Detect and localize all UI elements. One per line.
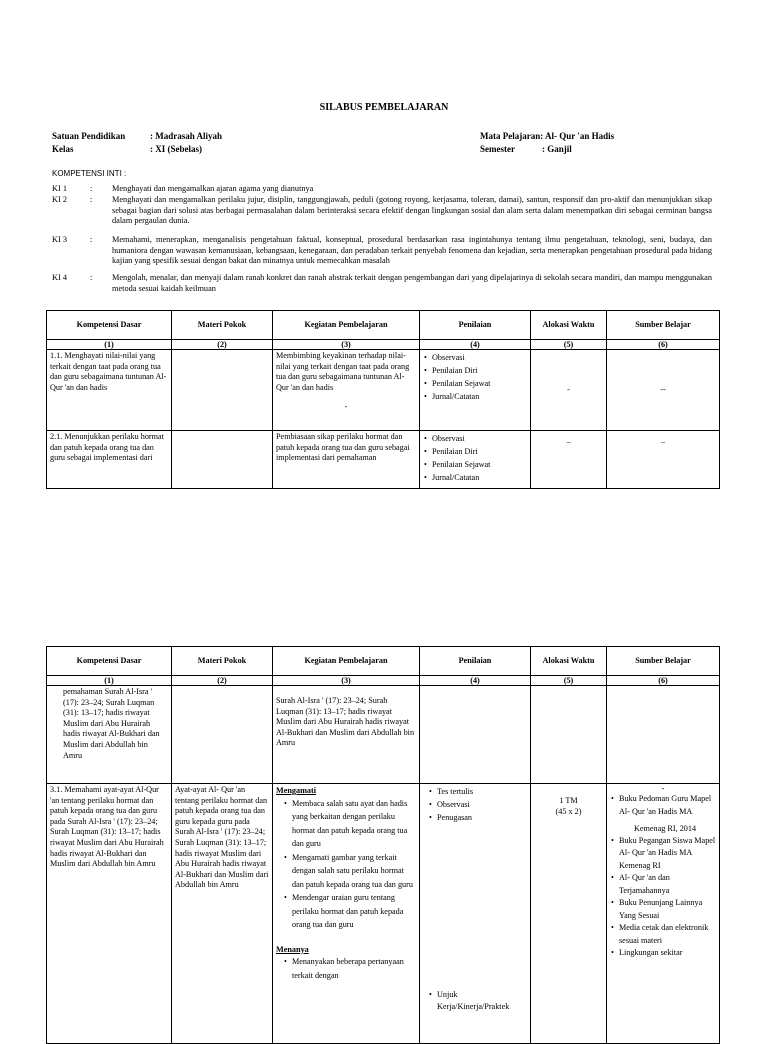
- syllabus-table: [46, 646, 720, 1044]
- penilaian-list: [423, 785, 527, 824]
- ki-colon: :: [90, 235, 93, 244]
- col-header: Penilaian: [420, 647, 531, 676]
- table-row: [47, 431, 720, 489]
- kegiatan-dash: -: [344, 402, 348, 412]
- kd-cell: 1.1. Menghayati nilai-nilai yang terkait dengan taat pada orang tua dan guru sebagaimana tuntunan Al- Qur 'an dan hadis: [47, 350, 172, 431]
- kd-cell: pemahaman Surah Al-Isra ' (17): 23–24; Surah Luqman (31): 13–17; hadis riwayat Muslim dari Abu Hurairah hadis riwayat Al-Bukhari dan Muslim dari Abdullah bin Amru: [47, 686, 172, 784]
- col-number: (4): [420, 676, 531, 686]
- kelas-value: : XI (Sebelas): [150, 144, 202, 154]
- col-header: Sumber Belajar: [607, 647, 720, 676]
- col-number: (2): [172, 340, 273, 350]
- list-item: • Buku Pegangan Siswa Mapel Al- Qur 'an Hadis MA Kemenag RI: [619, 835, 716, 873]
- col-number: (6): [607, 676, 720, 686]
- table-row: [47, 350, 720, 431]
- alokasi-minutes: (45 x 2): [555, 806, 582, 816]
- col-header: Sumber Belajar: [607, 311, 720, 340]
- satuan-label: Satuan Pendidikan: [52, 131, 126, 141]
- list-item: • Jurnal/Catatan: [432, 390, 527, 403]
- kegiatan-cell: [273, 350, 420, 431]
- semester-value: : Ganjil: [542, 144, 572, 154]
- menanya-list: [276, 955, 416, 982]
- kelas-label: Kelas: [52, 144, 74, 154]
- column-number-row: [47, 676, 720, 686]
- alokasi-cell: -: [531, 350, 607, 431]
- table-header-row: [47, 311, 720, 340]
- kegiatan-cell: Pembiasaan sikap perilaku hormat dan patuh kepada orang tua dan guru sebagai implementasi dari pemahaman: [273, 431, 420, 489]
- list-item: • Penilaian Sejawat: [432, 377, 527, 390]
- penilaian-cell: [420, 784, 531, 1044]
- ki-colon: :: [90, 195, 93, 204]
- col-number: (3): [273, 340, 420, 350]
- penilaian-cell: [420, 431, 531, 489]
- materi-cell: Ayat-ayat Al- Qur 'an tentang perilaku hormat dan patuh kepada orang tua dan guru kepada guru pada Surah Al-Isra ' (17): 23–24; Surah Luqman (31): 13–17; hadis riwayat Muslim dari Abu Hurairah hadis riwayat Al-Bukhari dan Muslim dari Abdullah bin Amru: [172, 784, 273, 1044]
- penilaian-cell: [420, 350, 531, 431]
- column-number-row: [47, 340, 720, 350]
- ki-text: Mengolah, menalar, dan menyaji dalam ranah konkret dan ranah abstrak terkait dengan pengembangan dari yang dipelajarinya di sekolah secara mandiri, dan mampu menggunakan metoda sesuai kaidah keilmuan: [112, 273, 712, 293]
- sumber-kemenag: Kemenag RI, 2014: [634, 824, 697, 833]
- sumber-cell: --: [607, 350, 720, 431]
- ki-number: KI 3: [52, 235, 67, 244]
- penilaian-cell: [420, 686, 531, 784]
- list-item: • Buku Pedoman Guru Mapel Al- Qur 'an Hadis MA: [619, 793, 716, 818]
- list-item: • Penugasan: [437, 811, 527, 824]
- syllabus-table: [46, 310, 720, 489]
- materi-cell: [172, 350, 273, 431]
- list-item: • Penilaian Diri: [432, 445, 527, 458]
- col-header: Kegiatan Pembelajaran: [273, 311, 420, 340]
- ki-text: Menghayati dan mengamalkan perilaku jujur, disiplin, tanggungjawab, peduli (gotong royong, kerjasama, toleran, damai), santun, responsif dan pro-aktif dan menunjukkan sikap sebagai bagian dari solusi atas berbagai permasalahan dalam berinteraksi secara efektif dengan lingkungan sosial dan alam serta dalam menempatkan diri sebagai cerminan bangsa dalam pergaulan dunia.: [112, 195, 712, 226]
- kd-cell: 3.1. Memahami ayat-ayat Al-Qur 'an tentang perilaku hormat dan patuh kepada orang tua dan guru pada Surah Al-Isra ' (17): 23–24; Surah Luqman (31): 13–17; hadis riwayat Muslim dari Abu Hurairah hadis riwayat Al-Bukhari dan Muslim dari Abdullah bin Amru: [47, 784, 172, 1044]
- col-number: (3): [273, 676, 420, 686]
- kd-cell: 2.1. Menunjukkan perilaku hormat dan patuh kepada orang tua dan guru sebagai implementasi dari: [47, 431, 172, 489]
- list-item: • Membaca salah satu ayat dan hadis yang berkaitan dengan perilaku hormat dan patuh kepada orang tua dan guru: [292, 797, 416, 851]
- kegiatan-text: Membimbing keyakinan terhadap nilai-nilai yang terkait dengan taat pada orang tua dan guru sebagaimana tuntunan Al- Qur 'an dan hadis: [276, 351, 410, 392]
- materi-cell: [172, 686, 273, 784]
- alokasi-cell: [531, 686, 607, 784]
- list-item: • Lingkungan sekitar: [619, 947, 716, 960]
- kegiatan-cell: Surah Al-Isra ' (17): 23–24; Surah Luqman (31): 13–17; hadis riwayat Muslim dari Abu Hurairah hadis riwayat Al-Bukhari dan Muslim dari Abdullah bin Amru: [273, 686, 420, 784]
- alokasi-cell: –: [531, 431, 607, 489]
- list-item: • Penilaian Sejawat: [432, 458, 527, 471]
- ki-colon: :: [90, 273, 93, 282]
- mapel-label: Mata Pelajaran: Al- Qur 'an Hadis: [480, 131, 615, 141]
- list-item: • Penilaian Diri: [432, 364, 527, 377]
- list-item: • Menanyakan beberapa pertanyaan terkait dengan: [292, 955, 416, 982]
- col-number: (1): [47, 340, 172, 350]
- col-header: Alokasi Waktu: [531, 311, 607, 340]
- col-number: (1): [47, 676, 172, 686]
- sumber-dash: -: [661, 784, 665, 793]
- list-item: • Media cetak dan elektronik sesuai materi: [619, 922, 716, 947]
- ki-number: KI 2: [52, 195, 67, 204]
- sumber-cell: [607, 784, 720, 1044]
- list-item: • Unjuk Kerja/Kinerja/Praktek: [437, 989, 527, 1013]
- table-header-row: [47, 647, 720, 676]
- col-number: (6): [607, 340, 720, 350]
- list-item: • Jurnal/Catatan: [432, 471, 527, 484]
- list-item: • Al- Qur 'an dan Terjamahannya: [619, 872, 716, 897]
- list-item: • Observasi: [437, 798, 527, 811]
- penilaian-list: [423, 432, 527, 484]
- ki-text: Memahami, menerapkan, menganalisis pengetahuan faktual, konseptual, prosedural berdasarkan rasa ingintahunya tentang ilmu pengetahuan, teknologi, seni, budaya, dan humaniora dengan wawasan kemanusiaan, kebangsaan, kenegaraan, dan peradaban terkait penyebab fenomena dan kejadian, serta menerapkan pengetahuan prosedural pada bidang kajian yang spesifik sesuai dengan bakat dan minatnya untuk memecahkan masalah: [112, 235, 712, 266]
- ki-number: KI 4: [52, 273, 67, 282]
- col-header: Materi Pokok: [172, 311, 273, 340]
- ki-number: KI 1: [52, 184, 67, 193]
- ki-item: [52, 184, 712, 195]
- table-row: [47, 686, 720, 784]
- mengamati-list: [276, 797, 416, 932]
- ki-item: [52, 273, 712, 295]
- ki-item: [52, 235, 712, 272]
- alokasi-tm: 1 TM: [559, 796, 578, 805]
- col-number: (5): [531, 676, 607, 686]
- ki-text: Menghayati dan mengamalkan ajaran agama yang dianutnya: [112, 184, 314, 193]
- col-number: (2): [172, 676, 273, 686]
- semester-label: Semester: [480, 144, 515, 154]
- menanya-label: Menanya: [276, 944, 309, 954]
- ki-heading: KOMPETENSI INTI :: [52, 169, 127, 178]
- list-item: • Mendengar uraian guru tentang perilaku hormat dan patuh kepada orang tua dan guru: [292, 891, 416, 932]
- kegiatan-cell: [273, 784, 420, 1044]
- sumber-cell: –: [607, 431, 720, 489]
- col-header: Penilaian: [420, 311, 531, 340]
- sumber-list: [610, 793, 716, 818]
- col-header: Materi Pokok: [172, 647, 273, 676]
- mengamati-label: Mengamati: [276, 786, 317, 795]
- col-header: Alokasi Waktu: [531, 647, 607, 676]
- ki-item: [52, 195, 712, 235]
- col-header: Kompetensi Dasar: [47, 647, 172, 676]
- col-header: Kompetensi Dasar: [47, 311, 172, 340]
- sumber-list: [610, 835, 716, 960]
- penilaian-list: [423, 351, 527, 403]
- list-item: • Observasi: [432, 432, 527, 445]
- satuan-value: : Madrasah Aliyah: [150, 131, 223, 141]
- penilaian-list-extra: [423, 989, 527, 1013]
- list-item: • Observasi: [432, 351, 527, 364]
- col-number: (5): [531, 340, 607, 350]
- page-title: SILABUS PEMBELAJARAN: [319, 102, 449, 113]
- sumber-cell: [607, 686, 720, 784]
- list-item: • Tes tertulis: [437, 785, 527, 798]
- table-row: [47, 784, 720, 1044]
- alokasi-cell: [531, 784, 607, 1044]
- ki-colon: :: [90, 184, 93, 193]
- col-header: Kegiatan Pembelajaran: [273, 647, 420, 676]
- list-item: • Mengamati gambar yang terkait dengan salah satu perilaku hormat dan patuh kepada orang tua dan guru: [292, 851, 416, 892]
- materi-cell: [172, 431, 273, 489]
- list-item: • Buku Penunjang Lainnya Yang Sesuai: [619, 897, 716, 922]
- col-number: (4): [420, 340, 531, 350]
